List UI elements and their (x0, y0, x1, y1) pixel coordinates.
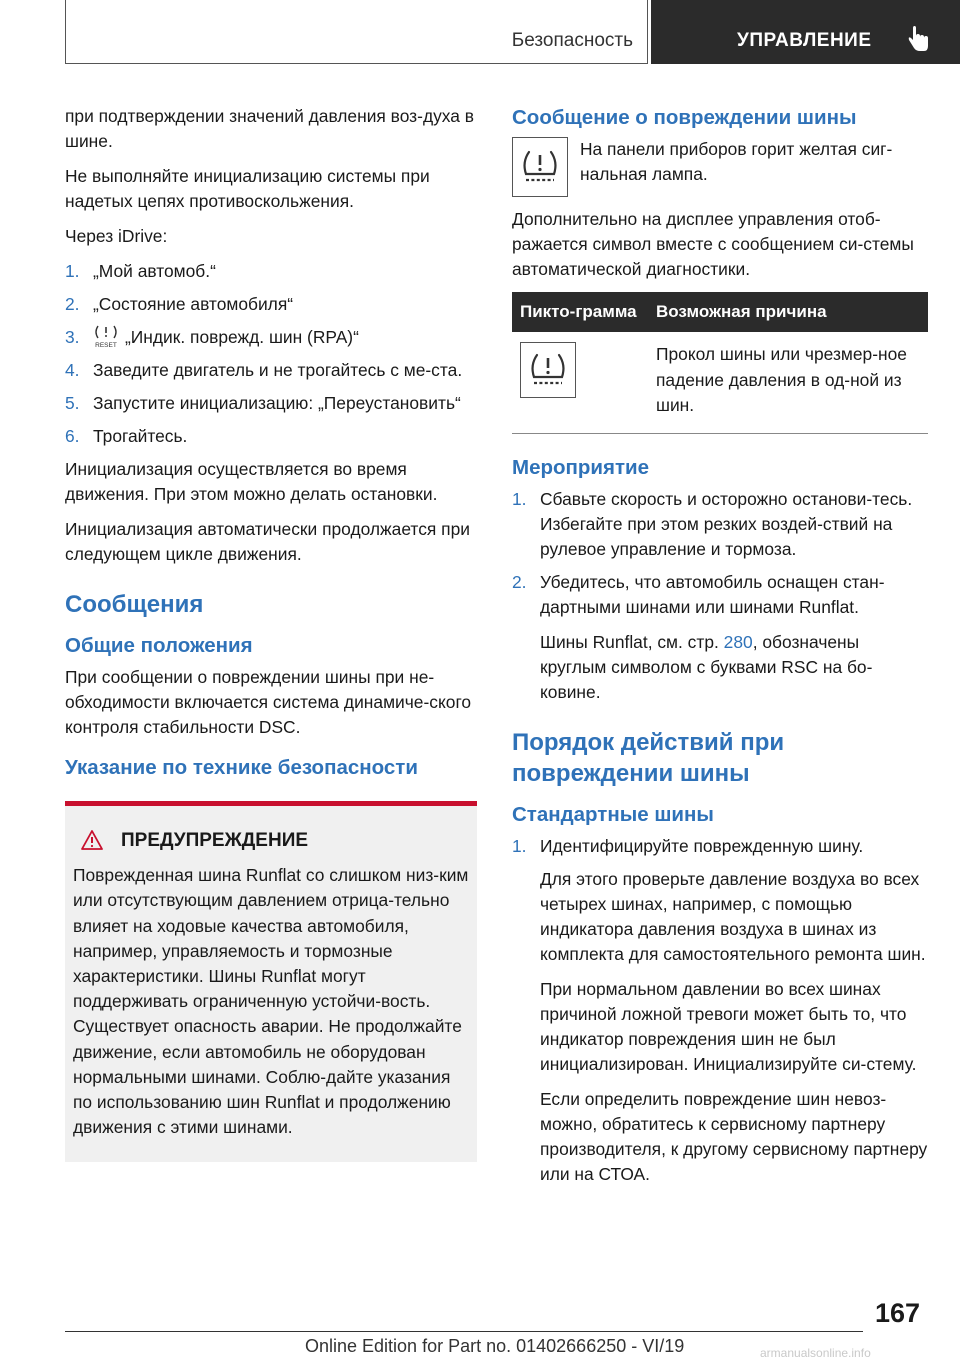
footer-edition: Online Edition for Part no. 01402666250 - VI/19 (305, 1336, 685, 1356)
list-item: 2. „Состояние автомобиля“ (65, 294, 294, 314)
tire-pressure-warning-icon (520, 342, 576, 398)
table-header-pictogram: Пикто-грамма (512, 292, 648, 332)
left-column (65, 104, 477, 1162)
page-number: 167 (875, 1298, 921, 1328)
hand-pointer-icon (907, 26, 929, 52)
header-chapter-tab (651, 0, 960, 64)
table-cell-cause: Прокол шины или чрезмер-ное падение давления в од-ной из шин. (648, 332, 928, 433)
heading-procedure: Порядок действий при повреждении шины (512, 728, 785, 787)
table-cell-pictogram (512, 332, 648, 433)
header-section-tab (65, 0, 648, 64)
list-item: 1. Идентифицируйте поврежденную шину. (512, 835, 864, 856)
heading-safety: Указание по технике безопасности (65, 756, 418, 779)
watermark: armanualsonline.info (760, 1346, 871, 1360)
list-item: 4. Заведите двигатель и не трогайтесь с ме-ста. (65, 360, 463, 380)
heading-general: Общие положения (65, 634, 253, 657)
paragraph: Не выполняйте инициализацию системы при надетых цепях противоскольжения. (65, 166, 430, 211)
list-item: 6. Трогайтесь. (65, 426, 188, 446)
paragraph: Инициализация осуществляется во время движения. При этом можно делать остановки. (65, 459, 438, 504)
paragraph: Через iDrive: (65, 226, 168, 246)
page-link-280[interactable]: 280 (723, 631, 753, 652)
paragraph: Для этого проверьте давление воздуха во всех четырех шинах, например, с помощью индикатора давления воздуха в шинах из комплекта для самостоятельного ремонта шин. (540, 868, 926, 964)
table-header-cause: Возможная причина (648, 292, 928, 332)
right-column (512, 104, 928, 1197)
heading-measures: Мероприятие (512, 455, 650, 479)
header-section-label: Безопасность (511, 30, 633, 51)
heading-damage-message: Сообщение о повреждении шины (512, 106, 857, 129)
tire-pressure-warning-icon (512, 137, 568, 197)
footer-divider (65, 1331, 863, 1332)
paragraph: Инициализация автоматически продолжается при следующем цикле движения. (65, 519, 470, 564)
pictogram-table (512, 292, 928, 434)
paragraph: Дополнительно на дисплее управления отоб-ражается символ вместе с сообщением си-стемы автоматической диагностики. (512, 209, 914, 279)
measures-list (512, 487, 928, 620)
list-item: 1. „Мой автомоб.“ (65, 261, 216, 281)
idrive-steps-list (65, 259, 477, 449)
paragraph: При сообщении о повреждении шины при не-обходимости включается система динамиче-ского контроля стабильности DSC. (65, 667, 472, 737)
table-row (512, 332, 928, 433)
list-item: 3. RESET „Индик. поврежд. шин (RPA)“ (65, 327, 359, 349)
list-item: 5. Запустите инициализацию: „Переустановить“ (65, 393, 461, 413)
warning-triangle-icon (81, 830, 103, 850)
heading-messages: Сообщения (65, 591, 204, 618)
paragraph: при подтверждении значений давления воз-духа в шине. (65, 106, 475, 151)
reset-icon-label: RESET (95, 342, 117, 349)
warning-title: ПРЕДУПРЕЖДЕНИЕ (73, 828, 469, 853)
runflat-note: Шины Runflat, см. стр. 280, обозначены круглым символом с буквами RSC на бо-ковине. (540, 631, 873, 702)
heading-standard-tires: Стандартные шины (512, 802, 714, 826)
warning-text: Поврежденная шина Runflat со слишком низ-ким или отсутствующим давлением отрица-тельно влияет на ходовые качества автомобиля, например, управляемость и тормозные характеристики. Шины Runflat могут поддерживать ограниченную устойчи-вость. Существует опасность аварии. Не продолжайте движение, если автомобиль не оборудован нормальными шинами. Соблю-дайте указания по использованию шин Runflat и продолжению движения с этими шинами. (73, 865, 469, 1138)
list-item: 1. Сбавьте скорость и осторожно останови-тесь. Избегайте при этом резких воздей-ствий на рулевое управление и тормоза. (512, 488, 913, 559)
paragraph: Если определить повреждение шин невоз-можно, обратитесь к сервисному партнеру производителя, к другому сервисному партнеру или на СТОА. (540, 1088, 928, 1184)
procedure-list (512, 834, 928, 859)
indicator-row (512, 137, 928, 197)
paragraph: При нормальном давлении во всех шинах причиной ложной тревоги может быть то, что индикатор повреждения шин не был инициализирован. Инициализируйте си-стему. (540, 978, 917, 1074)
indicator-text: На панели приборов горит желтая сиг-нальная лампа. (580, 139, 893, 184)
tire-reset-icon (93, 325, 119, 349)
list-item: 2. Убедитесь, что автомобиль оснащен стан-дартными шинами или шинами Runflat. (512, 571, 885, 617)
warning-box (65, 801, 477, 1162)
header-chapter-label: УПРАВЛЕНИЕ (737, 30, 872, 51)
